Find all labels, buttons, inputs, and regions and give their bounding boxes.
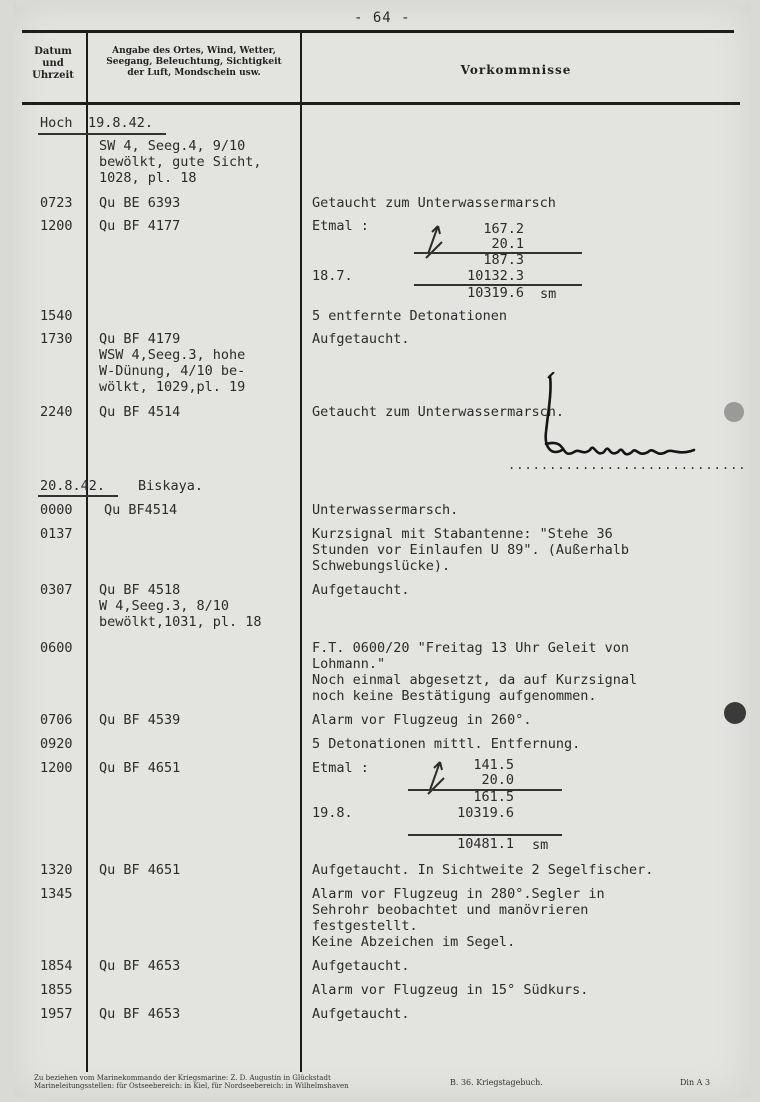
entry-place: Qu BF 4179 bbox=[99, 331, 181, 347]
entry-event: Aufgetaucht. bbox=[312, 331, 410, 347]
entry-event: Alarm vor Flugzeug in 260°. bbox=[312, 712, 532, 728]
entry-place: Qu BF 4539 bbox=[99, 712, 181, 728]
weather-line: wölkt, 1029,pl. 19 bbox=[99, 379, 246, 395]
calc-prev: 10132.3 bbox=[467, 268, 524, 284]
entry-event: Getaucht zum Unterwassermarsch. bbox=[312, 404, 564, 420]
signature bbox=[538, 372, 708, 472]
calc-prev: 10319.6 bbox=[457, 805, 514, 821]
weather-line: 1028, pl. 18 bbox=[99, 170, 197, 186]
entry-time: 0137 bbox=[40, 526, 73, 542]
entry-event: Alarm vor Flugzeug in 15° Südkurs. bbox=[312, 982, 589, 998]
footer-publisher bbox=[34, 1074, 349, 1090]
entry-event: Aufgetaucht. bbox=[312, 582, 410, 598]
entry-event: Unterwassermarsch. bbox=[312, 502, 459, 518]
entry-place: Qu BF 4653 bbox=[99, 958, 181, 974]
weather-line: SW 4, Seeg.4, 9/10 bbox=[99, 138, 246, 154]
entry-event: 5 entfernte Detonationen bbox=[312, 308, 508, 324]
header-events: Vorkommnisse bbox=[460, 63, 572, 77]
entry-place: Qu BF 4653 bbox=[99, 1006, 181, 1022]
section-underline bbox=[38, 133, 166, 135]
entry-time: 1345 bbox=[40, 886, 73, 902]
header-date bbox=[22, 46, 84, 82]
entry-event: Schwebungslücke). bbox=[312, 558, 451, 574]
calc-value: 167.2 bbox=[483, 221, 524, 237]
entry-place: Qu BF 4514 bbox=[99, 404, 181, 420]
entry-event: Lohmann." bbox=[312, 656, 386, 672]
entry-time: 1855 bbox=[40, 982, 73, 998]
header-date-line: und bbox=[42, 58, 64, 69]
footer-line: Zu beziehen vom Marinekommando der Kriegsmarine: Z. D. Augustin in Glückstadt bbox=[34, 1074, 331, 1082]
weather-line: bewölkt,1031, pl. 18 bbox=[99, 614, 262, 630]
column-divider-1 bbox=[86, 32, 88, 1072]
section-label: Hoch bbox=[40, 115, 73, 131]
footer-form-name: B. 36. Kriegstagebuch. bbox=[450, 1078, 543, 1087]
entry-event: F.T. 0600/20 "Freitag 13 Uhr Geleit von bbox=[312, 640, 629, 656]
footer-line: Marineleitungsstellen: für Ostseebereich: in Kiel, für Nordseebereich: in Wilhelmshaven bbox=[34, 1082, 349, 1090]
calc-sum: 161.5 bbox=[473, 789, 514, 805]
punch-hole bbox=[724, 402, 744, 422]
entry-place: Qu BF 4177 bbox=[99, 218, 181, 234]
calc-prev-label: 19.8. bbox=[312, 805, 353, 821]
weather-line: bewölkt, gute Sicht, bbox=[99, 154, 262, 170]
calc-unit: sm bbox=[532, 837, 549, 853]
calc-value: 20.1 bbox=[491, 236, 524, 252]
entry-event: Sehrohr beobachtet und manövrieren bbox=[312, 902, 589, 918]
weather-line: WSW 4,Seeg.3, hohe bbox=[99, 347, 246, 363]
entry-place: Qu BF 4651 bbox=[99, 760, 181, 776]
entry-time: 2240 bbox=[40, 404, 73, 420]
entry-time: 0706 bbox=[40, 712, 73, 728]
header-place-line: der Luft, Mondschein usw. bbox=[127, 68, 261, 78]
entry-event: Aufgetaucht. In Sichtweite 2 Segelfischer. bbox=[312, 862, 654, 878]
punch-hole bbox=[724, 702, 746, 724]
section-date: 19.8.42. bbox=[88, 115, 154, 131]
entry-time: 0920 bbox=[40, 736, 73, 752]
entry-event: Aufgetaucht. bbox=[312, 958, 410, 974]
entry-place: Qu BF 4518 bbox=[99, 582, 181, 598]
entry-place: Qu BE 6393 bbox=[99, 195, 181, 211]
header-date-line: Datum bbox=[34, 46, 72, 57]
weather-line: W 4,Seeg.3, 8/10 bbox=[99, 598, 230, 614]
calc-prev-label: 18.7. bbox=[312, 268, 353, 284]
calc-value: 141.5 bbox=[473, 757, 514, 773]
entry-event: Kurzsignal mit Stabantenne: "Stehe 36 bbox=[312, 526, 613, 542]
top-rule bbox=[22, 30, 734, 33]
footer-format: Din A 3 bbox=[680, 1078, 711, 1087]
entry-time: 0600 bbox=[40, 640, 73, 656]
entry-time: 1730 bbox=[40, 331, 73, 347]
entry-event: Etmal : bbox=[312, 218, 369, 234]
entry-event: Keine Abzeichen im Segel. bbox=[312, 934, 516, 950]
entry-time: 1854 bbox=[40, 958, 73, 974]
entry-event: Alarm vor Flugzeug in 280°.Segler in bbox=[312, 886, 605, 902]
header-place-line: Angabe des Ortes, Wind, Wetter, bbox=[112, 46, 276, 56]
calc-total: 10319.6 bbox=[467, 285, 524, 301]
section-area: Biskaya. bbox=[138, 478, 204, 494]
entry-event: festgestellt. bbox=[312, 918, 418, 934]
entry-time: 1200 bbox=[40, 760, 73, 776]
page-number: - 64 - bbox=[354, 10, 411, 26]
weather-line: W-Dünung, 4/10 be- bbox=[99, 363, 246, 379]
entry-time: 0000 bbox=[40, 502, 73, 518]
header-place-line: Seegang, Beleuchtung, Sichtigkeit bbox=[106, 57, 282, 67]
entry-event: noch keine Bestätigung aufgenommen. bbox=[312, 688, 597, 704]
section-underline bbox=[38, 495, 118, 497]
entry-event: Aufgetaucht. bbox=[312, 1006, 410, 1022]
entry-event: Getaucht zum Unterwassermarsch bbox=[312, 195, 556, 211]
calc-sum: 187.3 bbox=[483, 252, 524, 268]
entry-time: 0723 bbox=[40, 195, 73, 211]
entry-time: 0307 bbox=[40, 582, 73, 598]
signature-dotted-line: ............................. bbox=[508, 458, 747, 472]
entry-event: 5 Detonationen mittl. Entfernung. bbox=[312, 736, 581, 752]
header-rule bbox=[22, 102, 740, 105]
header-place bbox=[90, 46, 298, 79]
calc-total: 10481.1 bbox=[457, 836, 514, 852]
entry-time: 1200 bbox=[40, 218, 73, 234]
section-date: 20.8.42. bbox=[40, 478, 106, 494]
entry-time: 1957 bbox=[40, 1006, 73, 1022]
entry-time: 1320 bbox=[40, 862, 73, 878]
calc-unit: sm bbox=[540, 286, 557, 302]
entry-event: Etmal : bbox=[312, 760, 369, 776]
entry-event: Stunden vor Einlaufen U 89". (Außerhalb bbox=[312, 542, 629, 558]
entry-event: Noch einmal abgesetzt, da auf Kurzsignal bbox=[312, 672, 638, 688]
header-date-line: Uhrzeit bbox=[32, 70, 74, 81]
entry-place: Qu BF 4651 bbox=[99, 862, 181, 878]
entry-place: Qu BF4514 bbox=[104, 502, 178, 518]
calc-value: 20.0 bbox=[481, 772, 514, 788]
entry-time: 1540 bbox=[40, 308, 73, 324]
column-divider-2 bbox=[300, 32, 302, 1072]
